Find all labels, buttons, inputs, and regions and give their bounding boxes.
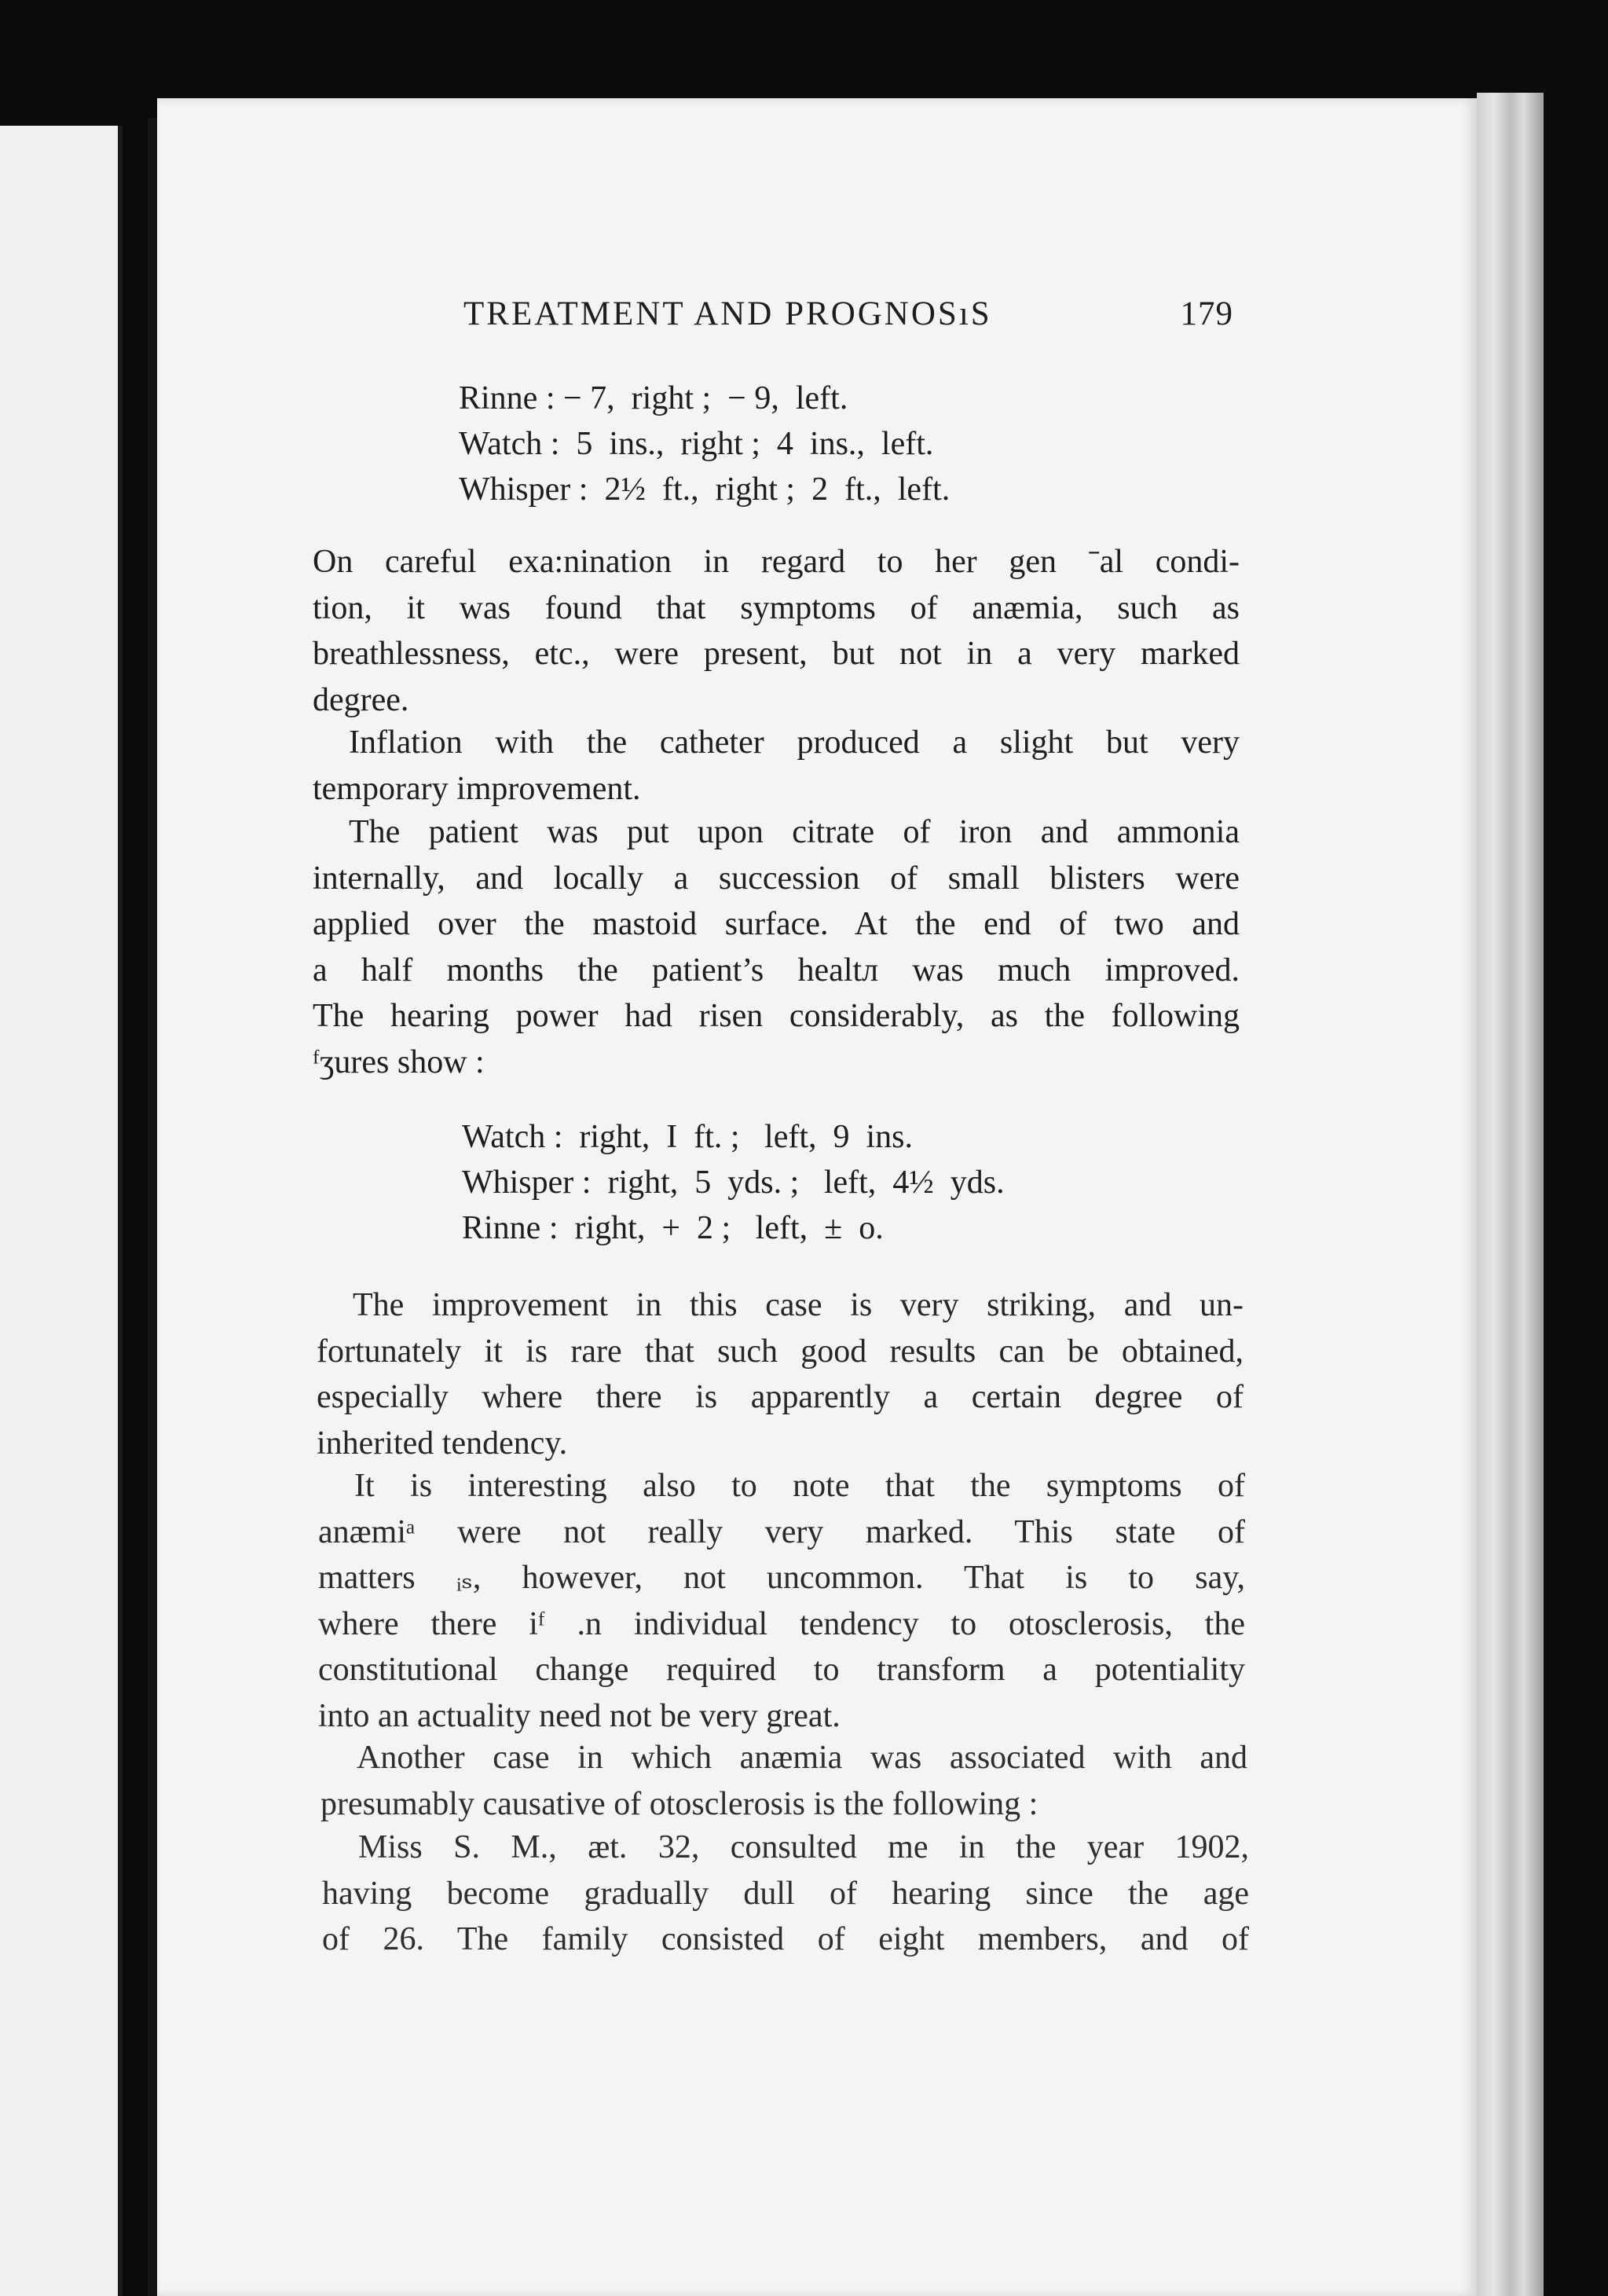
paragraph [313, 539, 1240, 723]
text-line: On careful exa:nination in regard to her gen ˉal condi- [313, 544, 1240, 580]
watch-result: Watch : 5 ins., right ; 4 ins., left. [459, 426, 934, 462]
text-line: breathlessness, etc., were present, but not in a very marked [313, 636, 1240, 672]
text-line: The hearing power had risen considerably, as the following [313, 998, 1240, 1034]
paragraph [321, 1735, 1247, 1827]
text-line: of 26. The family consisted of eight members, and of [322, 1921, 1249, 1957]
text-line: applied over the mastoid surface. At the end of two and [313, 906, 1240, 942]
whisper-result: Whisper : right, 5 yds. ; left, 4½ yds. [462, 1165, 1005, 1201]
hearing-test-results-after [462, 1114, 1005, 1251]
running-title: TREATMENT AND PROGNOSıS [463, 295, 992, 332]
page-number: 179 [1180, 295, 1233, 332]
text-line: especially where there is apparently a certain degree of [317, 1379, 1244, 1415]
paragraph [318, 1463, 1245, 1739]
text-line: The patient was put upon citrate of iron and ammonia [349, 814, 1240, 850]
text-line: presumably causative of otosclerosis is the following : [321, 1785, 1038, 1822]
page-stack-edge [1477, 93, 1544, 2296]
text-line: matters ᵢₛ, however, not uncommon. That is to say, [318, 1560, 1245, 1596]
text-line: constitutional change required to transform a potentiality [318, 1652, 1245, 1688]
text-line: Miss S. M., æt. 32, consulted me in the year 1902, [358, 1829, 1249, 1865]
text-line: fortunately it is rare that such good results can be obtained, [317, 1333, 1244, 1370]
text-line: having become gradually dull of hearing since the age [322, 1875, 1249, 1912]
text-line: inherited tendency. [317, 1425, 568, 1462]
text-line: Another case in which anæmia was associated with and [357, 1740, 1247, 1776]
previous-page-edge [0, 126, 123, 2296]
text-line: Inflation with the catheter produced a slight but very [349, 724, 1240, 761]
text-line: where there iᶠ .n individual tendency to otosclerosis, the [318, 1605, 1245, 1642]
hearing-test-results-before [459, 376, 950, 512]
whisper-result: Whisper : 2½ ft., right ; 2 ft., left. [459, 471, 951, 508]
text-line: into an actuality need not be very great. [318, 1697, 841, 1734]
rinne-result: Rinne : − 7, right ; − 9, left. [459, 380, 848, 416]
text-line: anæmiᵃ were not really very marked. This state of [318, 1513, 1245, 1550]
text-line: The improvement in this case is very striking, and un- [353, 1287, 1244, 1323]
paragraph [313, 720, 1240, 812]
paragraph [317, 1282, 1244, 1466]
text-line: temporary improvement. [313, 770, 641, 807]
text-line: degree. [313, 681, 409, 718]
text-line: a half months the patient’s healtл was much improved. [313, 952, 1240, 988]
text-line: It is interesting also to note that the symptoms of [354, 1468, 1245, 1504]
paragraph [313, 809, 1240, 1085]
rinne-result: Rinne : right, + 2 ; left, ± o. [462, 1210, 884, 1246]
watch-result: Watch : right, I ft. ; left, 9 ins. [462, 1119, 914, 1155]
text-line: tion, it was found that symptoms of anæmia, such as [313, 589, 1240, 626]
paragraph [322, 1825, 1249, 1963]
text-line: internally, and locally a succession of small blisters were [313, 860, 1240, 897]
text-line: ᶠʒures show : [313, 1043, 485, 1080]
